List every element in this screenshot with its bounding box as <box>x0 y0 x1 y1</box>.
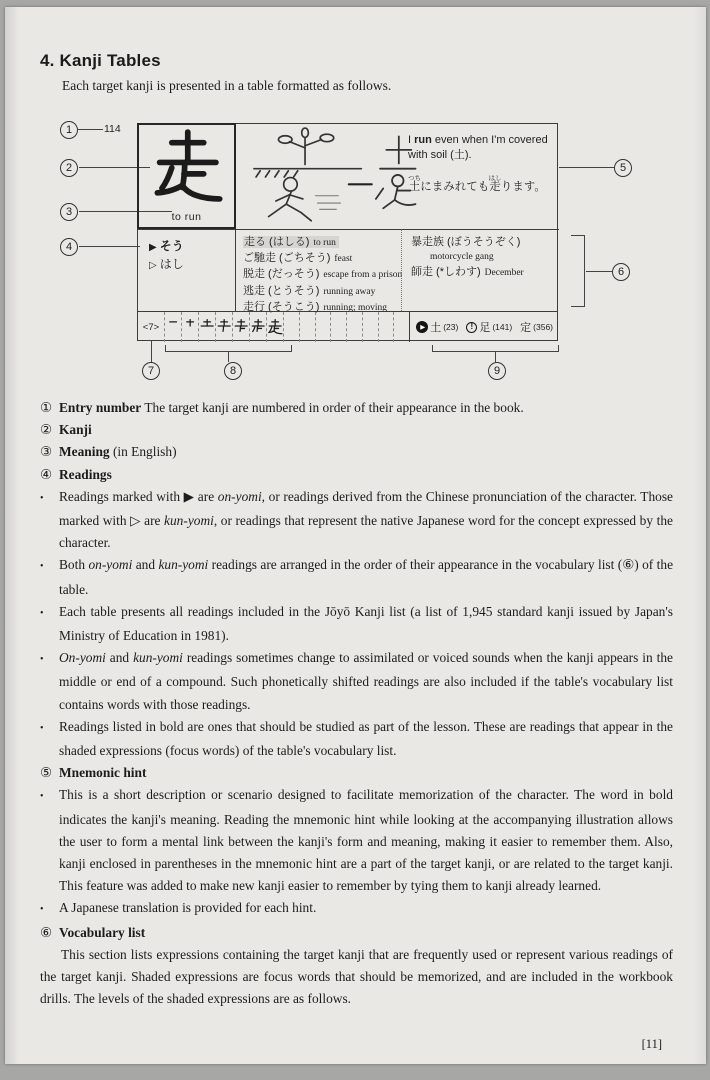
item-marker: • <box>40 492 44 504</box>
stroke-cell-empty <box>300 312 316 342</box>
item-marker: ⑥ <box>40 924 53 940</box>
related-kanji-char: 土 <box>430 322 442 334</box>
explanation-item: • Each table presents all readings included in the Jōyō Kanji list (a list of 1,945 standard kanji issued by Japan's Ministry of Education in 1981). <box>40 603 673 644</box>
callout-bracket <box>571 235 585 307</box>
stroke-cell-empty <box>394 312 409 342</box>
mnemonic-japanese: 土つちにまみれても走はしります。 <box>408 175 546 194</box>
callout-bracket <box>432 345 559 352</box>
entry-number: 114 <box>104 123 121 135</box>
vocabulary-list-left <box>236 229 401 311</box>
callout-2-kanji: 2 <box>60 159 78 177</box>
vocab-item <box>243 251 401 267</box>
kun-yomi-marker-icon: ▷ <box>149 260 157 271</box>
item-marker: ② <box>40 422 53 438</box>
item-marker: • <box>40 791 44 803</box>
callout-8-stroke-order: 8 <box>224 362 242 380</box>
callout-3-meaning: 3 <box>60 203 78 221</box>
vocab-gloss: motorcycle gang <box>430 252 494 263</box>
callout-line <box>79 246 140 247</box>
vocab-item <box>243 284 401 300</box>
vocab-word <box>243 285 375 297</box>
explanation-item: • Readings listed in bold are ones that should be studied as part of the lesson. These are readings that appear in the shaded expressions (focus words) of the table's vocabulary list. <box>40 718 673 759</box>
vocab-gloss: December <box>484 268 524 279</box>
explanation-item: ② Kanji <box>40 419 673 441</box>
kanji-meaning: to run <box>171 211 202 223</box>
item-marker: ④ <box>40 466 53 482</box>
kanji-cell <box>137 123 236 229</box>
callout-4-readings: 4 <box>60 238 78 256</box>
callout-line <box>228 352 229 362</box>
stroke-row <box>138 311 557 342</box>
stroke-cell-empty <box>316 312 332 342</box>
vocab-gloss: running; moving <box>323 302 387 313</box>
intro-text: Each target kanji is presented in a table formatted as follows. <box>62 78 392 93</box>
related-kanji-entry <box>466 319 512 335</box>
explanation-list <box>40 397 673 1010</box>
explanation-item: ① Entry number The target kanji are numbered in order of their appearance in the book. <box>40 397 673 419</box>
stroke-order-cells <box>165 312 409 342</box>
stroke-cell-empty <box>379 312 395 342</box>
stroke-step-6 <box>250 312 267 342</box>
vocab-gloss: escape from a prison <box>323 270 403 281</box>
item-marker: ⑤ <box>40 765 53 781</box>
stroke-cell-empty <box>363 312 379 342</box>
stroke-step-1 <box>165 312 182 342</box>
related-kanji-char: 定 <box>520 322 532 334</box>
readings-cell <box>138 229 236 311</box>
vocab-word <box>411 266 524 278</box>
vocab-gloss: to run <box>313 238 336 248</box>
vocab-kanji-reading: 走る (はしる) <box>244 236 310 248</box>
kanji-glyph-run <box>149 129 225 205</box>
callout-line <box>559 167 614 168</box>
page-number: [11] <box>641 1037 662 1051</box>
explanation-item: ⑥ Vocabulary list <box>40 922 673 944</box>
vocab-word <box>243 252 352 264</box>
vocab-item <box>411 235 559 265</box>
on-yomi-marker-icon: ▶ <box>149 242 157 253</box>
reading-text: そう <box>159 239 184 253</box>
related-kanji-number: (23) <box>443 322 459 332</box>
related-kanji-char: 足 <box>479 322 491 334</box>
vocab-kanji-reading: 逃走 (とうそう) <box>243 284 320 297</box>
stroke-cell-empty <box>331 312 347 342</box>
kanji-table <box>137 123 558 341</box>
explanation-item: • On-yomi and kun-yomi readings sometimes change to assimilated or voiced sounds when the kanji appears in the middle or end of a compound. Such phonetically shifted readings are also included if the table's vocabulary list contains words with those readings. <box>40 650 673 712</box>
vocab-kanji-reading: 師走 (*しわす) <box>411 266 481 279</box>
vocab-gloss: running away <box>323 286 376 297</box>
explanation-item: • Readings marked with ▶ are on-yomi, or readings derived from the Chinese pronunciation of the character. Those marked with ▷ are kun-yomi, or readings that represent the native Japanese word for the concept expressed by the character. <box>40 488 673 551</box>
item-marker: • <box>40 607 44 619</box>
stroke-cell-empty <box>347 312 363 342</box>
stroke-step-4 <box>216 312 233 342</box>
item-marker: • <box>40 561 44 573</box>
related-kanji-entry <box>416 319 458 335</box>
explanation-item: ④ Readings <box>40 464 673 486</box>
explanation-item: • Both on-yomi and kun-yomi readings are arranged in the order of their appearance in the vocabulary list (⑥) of the table. <box>40 557 674 597</box>
stroke-step-2 <box>182 312 199 342</box>
exclamation-circle-icon: ! <box>466 322 477 333</box>
mnemonic-cell <box>236 124 557 229</box>
vocab-kanji-reading: 暴走族 (ぼうそうぞく) <box>411 236 521 248</box>
callout-9-related-kanji: 9 <box>488 362 506 380</box>
related-kanji-cell <box>409 312 557 342</box>
callout-line <box>151 341 152 362</box>
vocab-kanji-reading: 走行 (そうこう) <box>243 300 320 313</box>
explanation-paragraph: This section lists expressions containing the target kanji that are frequently used or represent various readings of the target kanji. Shaded expressions are focus words that should be memorized, and are included in the workbook drills. The levels of the shaded expressions are as follows. <box>40 946 673 1007</box>
vocab-word <box>411 236 520 248</box>
stroke-count: <7> <box>138 312 165 342</box>
explanation-item: • A Japanese translation is provided for each hint. <box>40 897 673 921</box>
vocab-item <box>243 235 401 251</box>
related-kanji-number: (141) <box>492 322 513 332</box>
stroke-cell-empty <box>284 312 300 342</box>
mnemonic-illustration <box>240 127 418 226</box>
vocab-kanji-reading: 脱走 (だっそう) <box>243 268 320 281</box>
callout-5-mnemonic: 5 <box>614 159 632 177</box>
vocab-kanji-reading: ご馳走 (ごちそう) <box>243 252 331 265</box>
item-marker: • <box>40 904 44 916</box>
explanation-item: • This is a short description or scenario designed to facilitate memorization of the character. The word in bold indicates the kanji's meaning. Reading the mnemonic hint while looking at the accompanying illustration allows the user to form a mental link between the kanji's form and meaning, making it easier to remember them. Also, kanji enclosed in parentheses in the mnemonic hint are a part of the target kanji, or are related to the target kanji. This feature was added to make new kanji easier to remember by tying them to kanji already learned. <box>40 787 673 894</box>
item-marker: • <box>40 654 44 666</box>
play-circle-icon: ▶ <box>416 321 428 333</box>
callout-line <box>78 129 103 130</box>
callout-6-vocabulary: 6 <box>612 263 630 281</box>
callout-7-stroke-count: 7 <box>142 362 160 380</box>
callout-line <box>495 352 496 362</box>
callout-1-entry-number: 1 <box>60 121 78 139</box>
vocab-word <box>243 268 402 280</box>
vocabulary-list-right <box>401 229 559 311</box>
explanation-item: ⑤ Mnemonic hint <box>40 762 673 784</box>
section-heading: 4. Kanji Tables <box>40 51 161 70</box>
vocab-item <box>243 267 401 283</box>
related-kanji-entry <box>520 319 553 335</box>
vocab-gloss: feast <box>334 254 353 265</box>
related-kanji-number: (356) <box>533 322 553 332</box>
reading-text: はし <box>159 257 184 271</box>
stroke-step-5 <box>233 312 250 342</box>
mnemonic-hint <box>408 133 552 195</box>
explanation-item: ③ Meaning (in English) <box>40 441 673 463</box>
stroke-step-7 <box>267 312 284 342</box>
mnemonic-english: I run even when I'm covered with soil (土). <box>408 134 548 161</box>
kun-yomi-reading <box>149 256 235 274</box>
on-yomi-reading <box>149 238 235 256</box>
focus-word <box>243 236 339 248</box>
callout-bracket <box>165 345 292 352</box>
item-marker: ③ <box>40 444 53 460</box>
item-marker: ① <box>40 400 53 415</box>
vocab-item <box>411 265 559 281</box>
callout-line <box>586 271 612 272</box>
stroke-step-3 <box>199 312 216 342</box>
item-marker: • <box>40 722 44 734</box>
